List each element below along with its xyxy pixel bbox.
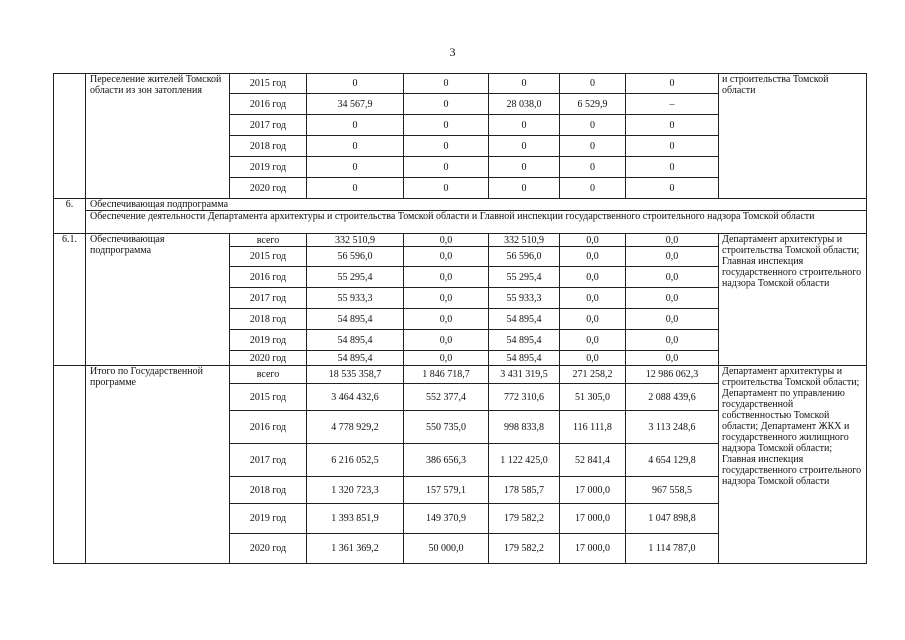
value-cell: 0,0 bbox=[560, 309, 626, 330]
value-cell: 0,0 bbox=[404, 247, 489, 267]
value-cell: 0,0 bbox=[404, 330, 489, 351]
value-cell: 6 216 052,5 bbox=[307, 444, 404, 477]
value-cell: 2 088 439,6 bbox=[626, 384, 719, 411]
year-cell: 2016 год bbox=[230, 267, 307, 288]
value-cell: 34 567,9 bbox=[307, 94, 404, 115]
value-cell: 550 735,0 bbox=[404, 411, 489, 444]
year-cell: 2020 год bbox=[230, 178, 307, 199]
value-cell: 55 933,3 bbox=[307, 288, 404, 309]
value-cell: 1 320 723,3 bbox=[307, 477, 404, 504]
year-cell: 2017 год bbox=[230, 444, 307, 477]
value-cell: 54 895,4 bbox=[307, 351, 404, 366]
value-cell: 178 585,7 bbox=[489, 477, 560, 504]
value-cell: 0 bbox=[489, 115, 560, 136]
value-cell: 0,0 bbox=[626, 351, 719, 366]
value-cell: 0,0 bbox=[560, 330, 626, 351]
value-cell: 0 bbox=[404, 74, 489, 94]
row-index bbox=[54, 366, 86, 564]
table-row bbox=[54, 74, 867, 94]
table-row bbox=[54, 211, 867, 234]
value-cell: 56 596,0 bbox=[489, 247, 560, 267]
year-cell: 2017 год bbox=[230, 115, 307, 136]
value-cell: 271 258,2 bbox=[560, 366, 626, 384]
year-cell: 2017 год bbox=[230, 288, 307, 309]
row-label: Переселение жителей Томской области из зон затопления bbox=[86, 74, 230, 199]
row-index: 6. bbox=[54, 199, 86, 234]
value-cell: – bbox=[626, 94, 719, 115]
value-cell: 0 bbox=[307, 115, 404, 136]
year-cell: 2018 год bbox=[230, 477, 307, 504]
value-cell: 332 510,9 bbox=[489, 234, 560, 247]
row-label: Итого по Государственной программе bbox=[86, 366, 230, 564]
year-cell: всего bbox=[230, 366, 307, 384]
value-cell: 4 778 929,2 bbox=[307, 411, 404, 444]
year-cell: 2015 год bbox=[230, 74, 307, 94]
table-row bbox=[54, 234, 867, 247]
value-cell: 56 596,0 bbox=[307, 247, 404, 267]
year-cell: 2018 год bbox=[230, 309, 307, 330]
year-cell: 2016 год bbox=[230, 411, 307, 444]
value-cell: 4 654 129,8 bbox=[626, 444, 719, 477]
value-cell: 0 bbox=[489, 178, 560, 199]
value-cell: 967 558,5 bbox=[626, 477, 719, 504]
value-cell: 54 895,4 bbox=[489, 309, 560, 330]
value-cell: 116 111,8 bbox=[560, 411, 626, 444]
value-cell: 0 bbox=[404, 178, 489, 199]
value-cell: 3 113 248,6 bbox=[626, 411, 719, 444]
value-cell: 0,0 bbox=[404, 288, 489, 309]
value-cell: 3 464 432,6 bbox=[307, 384, 404, 411]
year-cell: всего bbox=[230, 234, 307, 247]
value-cell: 0 bbox=[489, 74, 560, 94]
value-cell: 0 bbox=[404, 94, 489, 115]
value-cell: 1 846 718,7 bbox=[404, 366, 489, 384]
value-cell: 52 841,4 bbox=[560, 444, 626, 477]
value-cell: 17 000,0 bbox=[560, 504, 626, 534]
value-cell: 0 bbox=[307, 136, 404, 157]
subprogram-title: Обеспечивающая подпрограмма bbox=[86, 199, 867, 211]
value-cell: 0,0 bbox=[626, 247, 719, 267]
value-cell: 0 bbox=[626, 74, 719, 94]
value-cell: 0,0 bbox=[404, 234, 489, 247]
value-cell: 0,0 bbox=[560, 351, 626, 366]
row-label: Обеспечивающая подпрограмма bbox=[86, 234, 230, 366]
value-cell: 998 833,8 bbox=[489, 411, 560, 444]
value-cell: 0 bbox=[404, 115, 489, 136]
value-cell: 1 361 369,2 bbox=[307, 534, 404, 564]
value-cell: 0,0 bbox=[404, 267, 489, 288]
value-cell: 17 000,0 bbox=[560, 534, 626, 564]
value-cell: 0,0 bbox=[560, 267, 626, 288]
value-cell: 0,0 bbox=[560, 288, 626, 309]
year-cell: 2015 год bbox=[230, 384, 307, 411]
value-cell: 0 bbox=[626, 178, 719, 199]
value-cell: 0 bbox=[307, 157, 404, 178]
value-cell: 0,0 bbox=[626, 288, 719, 309]
subprogram-description: Обеспечение деятельности Департамента архитектуры и строительства Томской области и Главной инспекции государственного строительного надзора Томской области bbox=[86, 211, 867, 234]
value-cell: 0,0 bbox=[560, 247, 626, 267]
value-cell: 54 895,4 bbox=[489, 330, 560, 351]
value-cell: 179 582,2 bbox=[489, 504, 560, 534]
value-cell: 0,0 bbox=[560, 234, 626, 247]
row-index bbox=[54, 74, 86, 199]
year-cell: 2019 год bbox=[230, 504, 307, 534]
value-cell: 0 bbox=[307, 74, 404, 94]
value-cell: 54 895,4 bbox=[307, 309, 404, 330]
year-cell: 2019 год bbox=[230, 330, 307, 351]
value-cell: 386 656,3 bbox=[404, 444, 489, 477]
value-cell: 55 295,4 bbox=[307, 267, 404, 288]
value-cell: 0 bbox=[560, 115, 626, 136]
page-number: 3 bbox=[449, 45, 456, 59]
value-cell: 51 305,0 bbox=[560, 384, 626, 411]
value-cell: 3 431 319,5 bbox=[489, 366, 560, 384]
value-cell: 0,0 bbox=[626, 309, 719, 330]
row-index: 6.1. bbox=[54, 234, 86, 366]
value-cell: 0 bbox=[560, 136, 626, 157]
value-cell: 12 986 062,3 bbox=[626, 366, 719, 384]
value-cell: 0 bbox=[626, 115, 719, 136]
responsible-cell: Департамент архитектуры и строительства Томской области; Департамент по управлению государственной собственностью Томской области; Департамент ЖКХ и государственного жилищного надзора Томской области; Главная инспекция государственного строительного надзора Томской области bbox=[719, 366, 867, 564]
year-cell: 2020 год bbox=[230, 534, 307, 564]
value-cell: 0 bbox=[626, 136, 719, 157]
value-cell: 552 377,4 bbox=[404, 384, 489, 411]
value-cell: 0 bbox=[404, 136, 489, 157]
value-cell: 149 370,9 bbox=[404, 504, 489, 534]
value-cell: 0,0 bbox=[626, 234, 719, 247]
responsible-cell: Департамент архитектуры и строительства Томской области; Главная инспекция государственного строительного надзора Томской области bbox=[719, 234, 867, 366]
value-cell: 0,0 bbox=[404, 351, 489, 366]
year-cell: 2015 год bbox=[230, 247, 307, 267]
value-cell: 1 393 851,9 bbox=[307, 504, 404, 534]
value-cell: 1 122 425,0 bbox=[489, 444, 560, 477]
year-cell: 2020 год bbox=[230, 351, 307, 366]
value-cell: 55 295,4 bbox=[489, 267, 560, 288]
value-cell: 0,0 bbox=[626, 267, 719, 288]
value-cell: 54 895,4 bbox=[307, 330, 404, 351]
table-row bbox=[54, 366, 867, 384]
value-cell: 0 bbox=[307, 178, 404, 199]
value-cell: 772 310,6 bbox=[489, 384, 560, 411]
year-cell: 2019 год bbox=[230, 157, 307, 178]
value-cell: 0 bbox=[404, 157, 489, 178]
table-body bbox=[54, 74, 867, 564]
value-cell: 0 bbox=[489, 136, 560, 157]
value-cell: 1 114 787,0 bbox=[626, 534, 719, 564]
value-cell: 6 529,9 bbox=[560, 94, 626, 115]
value-cell: 179 582,2 bbox=[489, 534, 560, 564]
value-cell: 28 038,0 bbox=[489, 94, 560, 115]
table-row bbox=[54, 199, 867, 211]
year-cell: 2016 год bbox=[230, 94, 307, 115]
value-cell: 0,0 bbox=[404, 309, 489, 330]
value-cell: 55 933,3 bbox=[489, 288, 560, 309]
value-cell: 18 535 358,7 bbox=[307, 366, 404, 384]
program-table bbox=[53, 73, 867, 564]
value-cell: 54 895,4 bbox=[489, 351, 560, 366]
year-cell: 2018 год bbox=[230, 136, 307, 157]
value-cell: 0,0 bbox=[626, 330, 719, 351]
value-cell: 50 000,0 bbox=[404, 534, 489, 564]
responsible-cell: и строительства Томской области bbox=[719, 74, 867, 199]
value-cell: 0 bbox=[626, 157, 719, 178]
value-cell: 0 bbox=[489, 157, 560, 178]
value-cell: 0 bbox=[560, 157, 626, 178]
value-cell: 0 bbox=[560, 74, 626, 94]
value-cell: 17 000,0 bbox=[560, 477, 626, 504]
value-cell: 332 510,9 bbox=[307, 234, 404, 247]
value-cell: 0 bbox=[560, 178, 626, 199]
value-cell: 157 579,1 bbox=[404, 477, 489, 504]
value-cell: 1 047 898,8 bbox=[626, 504, 719, 534]
